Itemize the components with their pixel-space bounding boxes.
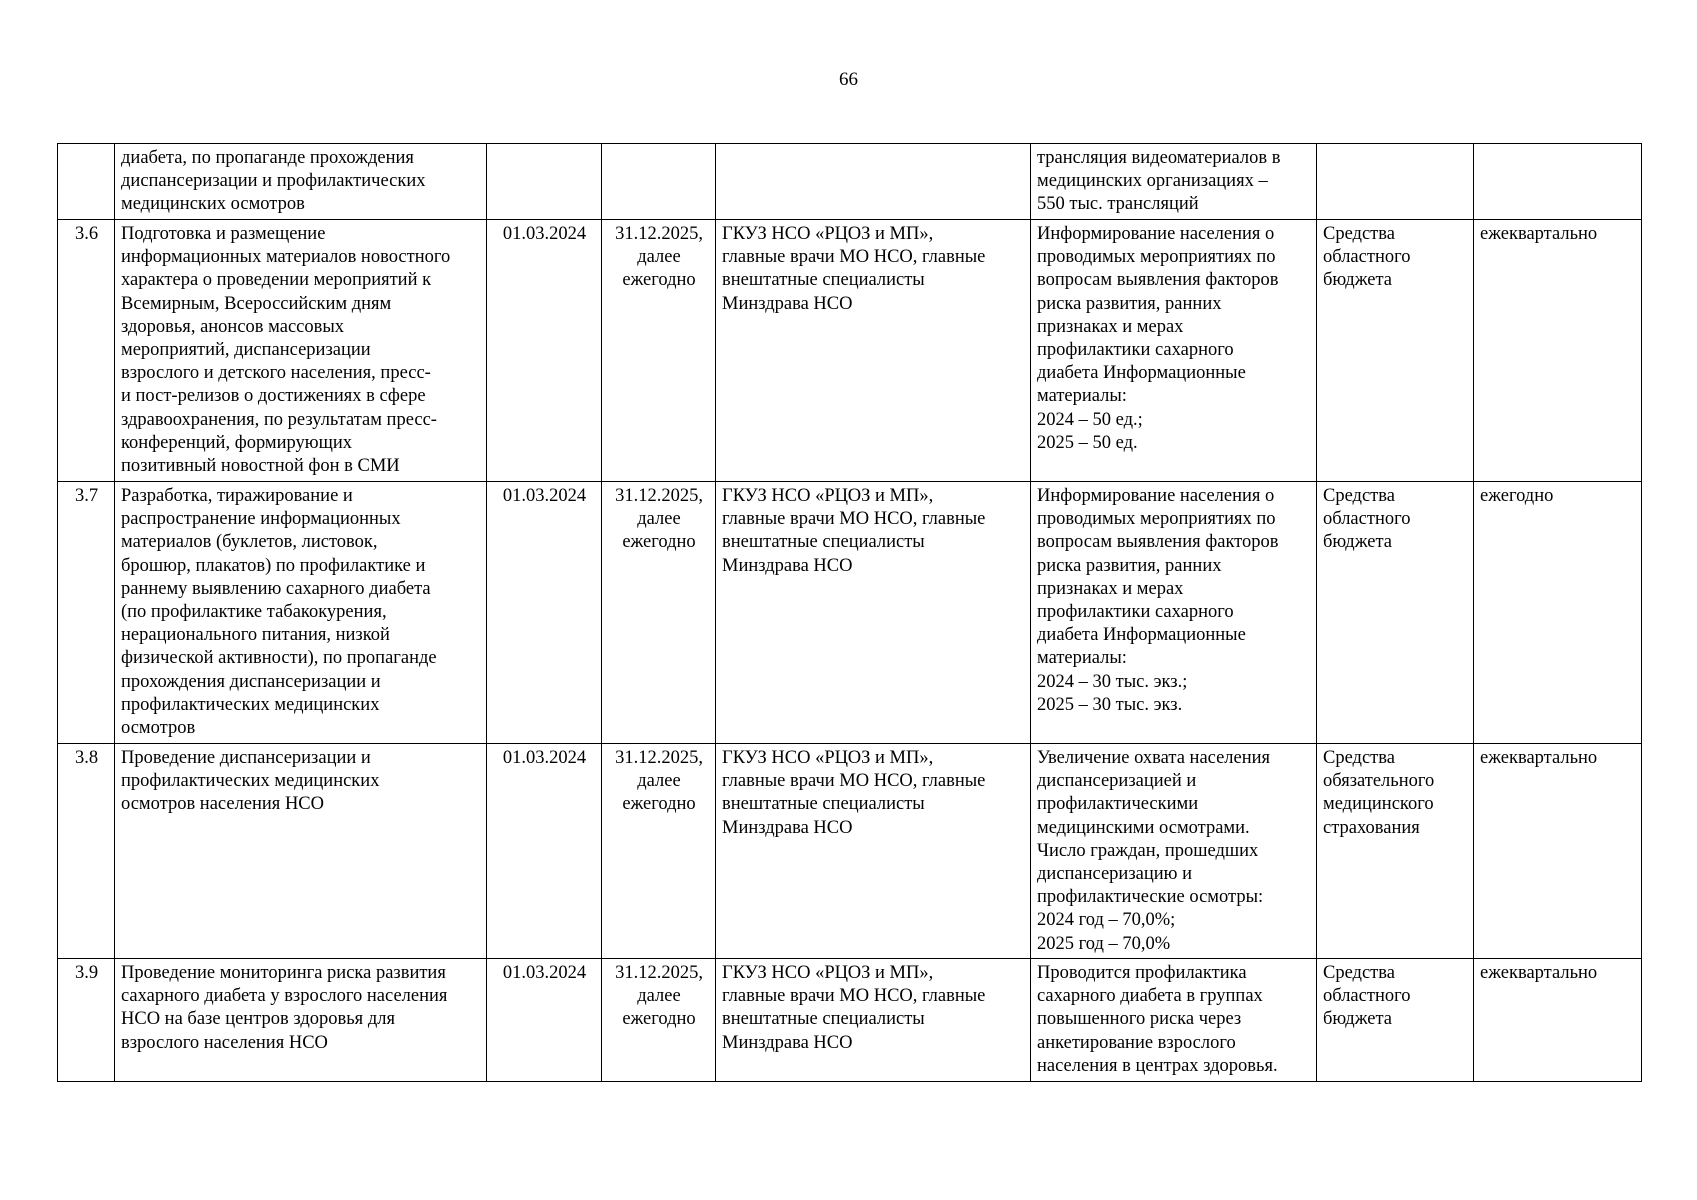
table-row (58, 482, 1642, 744)
funding-cell: Средства областного бюджета (1317, 482, 1474, 744)
frequency-cell: ежегодно (1474, 482, 1642, 744)
action-plan-table (57, 143, 1642, 1082)
row-number-cell: 3.6 (58, 220, 115, 482)
funding-cell: Средства областного бюджета (1317, 959, 1474, 1082)
row-number-cell: 3.9 (58, 959, 115, 1082)
funding-cell: Средства обязательного медицинского страхования (1317, 744, 1474, 959)
responsible-cell: ГКУЗ НСО «РЦОЗ и МП», главные врачи МО НСО, главные внештатные специалисты Минздрава НСО (716, 482, 1031, 744)
funding-cell (1317, 144, 1474, 220)
end-date-cell: 31.12.2025, далее ежегодно (602, 220, 716, 482)
row-number-cell: 3.8 (58, 744, 115, 959)
frequency-cell: ежеквартально (1474, 744, 1642, 959)
result-cell: трансляция видеоматериалов в медицинских организациях – 550 тыс. трансляций (1031, 144, 1317, 220)
responsible-cell: ГКУЗ НСО «РЦОЗ и МП», главные врачи МО НСО, главные внештатные специалисты Минздрава НСО (716, 959, 1031, 1082)
table-row (58, 744, 1642, 959)
event-cell: Разработка, тиражирование и распространение информационных материалов (буклетов, листовок, брошюр, плакатов) по профилактике и раннему выявлению сахарного диабета (по профилактике табакокурения, нерационального питания, низкой физической активности), по пропаганде прохождения диспансеризации и профилактических медицинских осмотров (115, 482, 487, 744)
result-cell: Информирование населения о проводимых мероприятиях по вопросам выявления факторов риска развития, ранних признаках и мерах профилактики сахарного диабета Информационные материалы: 2024 – 50 ед.; 2025 – 50 ед. (1031, 220, 1317, 482)
start-date-cell (487, 144, 602, 220)
start-date-cell: 01.03.2024 (487, 959, 602, 1082)
result-cell: Увеличение охвата населения диспансеризацией и профилактическими медицинскими осмотрами. Число граждан, прошедших диспансеризацию и профилактические осмотры: 2024 год – 70,0%; 2025 год – 70,0% (1031, 744, 1317, 959)
table-row (58, 144, 1642, 220)
start-date-cell: 01.03.2024 (487, 220, 602, 482)
end-date-cell (602, 144, 716, 220)
event-cell: Проведение диспансеризации и профилактических медицинских осмотров населения НСО (115, 744, 487, 959)
event-cell: Подготовка и размещение информационных материалов новостного характера о проведении мероприятий к Всемирным, Всероссийским дням здоровья, анонсов массовых мероприятий, диспансеризации взрослого и детского населения, пресс- и пост-релизов о достижениях в сфере здравоохранения, по результатам пресс- конференций, формирующих позитивный новостной фон в СМИ (115, 220, 487, 482)
start-date-cell: 01.03.2024 (487, 482, 602, 744)
table-row (58, 959, 1642, 1082)
page-number: 66 (839, 69, 858, 90)
end-date-cell: 31.12.2025, далее ежегодно (602, 482, 716, 744)
table-row (58, 220, 1642, 482)
frequency-cell: ежеквартально (1474, 959, 1642, 1082)
responsible-cell: ГКУЗ НСО «РЦОЗ и МП», главные врачи МО НСО, главные внештатные специалисты Минздрава НСО (716, 220, 1031, 482)
result-cell: Информирование населения о проводимых мероприятиях по вопросам выявления факторов риска развития, ранних признаках и мерах профилактики сахарного диабета Информационные материалы: 2024 – 30 тыс. экз.; 2025 – 30 тыс. экз. (1031, 482, 1317, 744)
start-date-cell: 01.03.2024 (487, 744, 602, 959)
row-number-cell (58, 144, 115, 220)
frequency-cell (1474, 144, 1642, 220)
row-number-cell: 3.7 (58, 482, 115, 744)
event-cell: диабета, по пропаганде прохождения диспансеризации и профилактических медицинских осмотров (115, 144, 487, 220)
funding-cell: Средства областного бюджета (1317, 220, 1474, 482)
responsible-cell (716, 144, 1031, 220)
end-date-cell: 31.12.2025, далее ежегодно (602, 744, 716, 959)
result-cell: Проводится профилактика сахарного диабета в группах повышенного риска через анкетирование взрослого населения в центрах здоровья. (1031, 959, 1317, 1082)
responsible-cell: ГКУЗ НСО «РЦОЗ и МП», главные врачи МО НСО, главные внештатные специалисты Минздрава НСО (716, 744, 1031, 959)
end-date-cell: 31.12.2025, далее ежегодно (602, 959, 716, 1082)
event-cell: Проведение мониторинга риска развития сахарного диабета у взрослого населения НСО на базе центров здоровья для взрослого населения НСО (115, 959, 487, 1082)
frequency-cell: ежеквартально (1474, 220, 1642, 482)
